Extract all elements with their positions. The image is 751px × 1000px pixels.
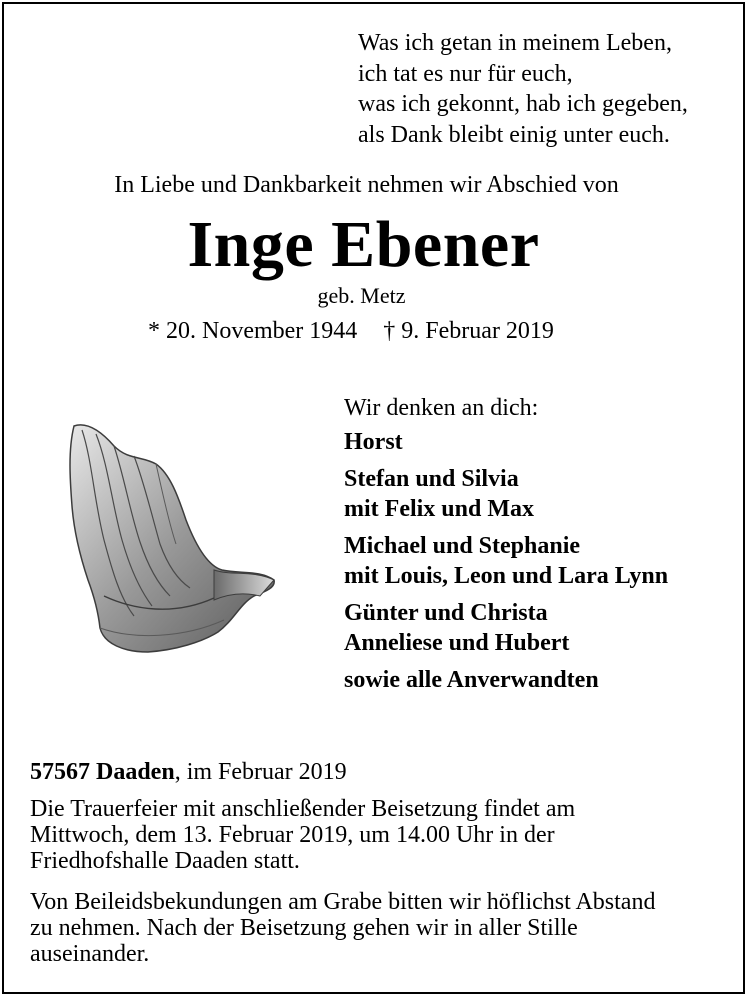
birth-date: * 20. November 1944 <box>148 318 358 344</box>
poem <box>358 28 688 150</box>
death-date: † 9. Februar 2019 <box>383 318 554 344</box>
poem-line: Was ich getan in meinem Leben, <box>358 30 672 56</box>
poem-line: was ich gekonnt, hab ich gegeben, <box>358 91 688 117</box>
condolence-notice <box>30 889 655 967</box>
place-date <box>30 757 347 787</box>
family-member: Michael und Stephanie <box>344 533 581 559</box>
notice-line: zu nehmen. Nach der Beisetzung gehen wir in aller Stille <box>30 915 578 941</box>
deceased-name: Inge Ebener <box>187 208 540 281</box>
family-group <box>344 428 668 458</box>
family-member: sowie alle Anverwandten <box>344 667 599 693</box>
family-member: Anneliese und Hubert <box>344 629 570 656</box>
funeral-notice <box>30 796 575 874</box>
family-lead: Wir denken an dich: <box>344 395 539 421</box>
notice-line: Mittwoch, dem 13. Februar 2019, um 14.00 Uhr in der <box>30 822 555 848</box>
poem-line: ich tat es nur für euch, <box>358 60 573 87</box>
family-member: Stefan und Silvia <box>344 466 519 492</box>
notice-line: auseinander. <box>30 941 150 967</box>
family-list <box>344 394 668 704</box>
intro-text: In Liebe und Dankbarkeit nehmen wir Abschied von <box>114 172 619 198</box>
notice-line: Von Beileidsbekundungen am Grabe bitten wir höflichst Abstand <box>30 889 656 915</box>
notice-line: Friedhofshalle Daaden statt. <box>30 848 300 874</box>
praying-hands-icon <box>64 420 278 656</box>
family-member: Horst <box>344 428 403 455</box>
family-member: Günter und Christa <box>344 600 548 626</box>
family-member: mit Louis, Leon und Lara Lynn <box>344 562 669 589</box>
place-month: , im Februar 2019 <box>174 759 347 785</box>
poem-line: als Dank bleibt einig unter euch. <box>358 121 670 148</box>
place-city: 57567 Daaden <box>30 759 175 785</box>
family-member: mit Felix und Max <box>344 495 534 522</box>
life-dates <box>148 316 554 346</box>
family-group <box>344 465 668 524</box>
family-group <box>344 666 668 696</box>
notice-line: Die Trauerfeier mit anschließender Beisetzung findet am <box>30 796 576 822</box>
family-group <box>344 532 668 591</box>
family-group <box>344 599 668 658</box>
maiden-name: geb. Metz <box>317 283 406 308</box>
